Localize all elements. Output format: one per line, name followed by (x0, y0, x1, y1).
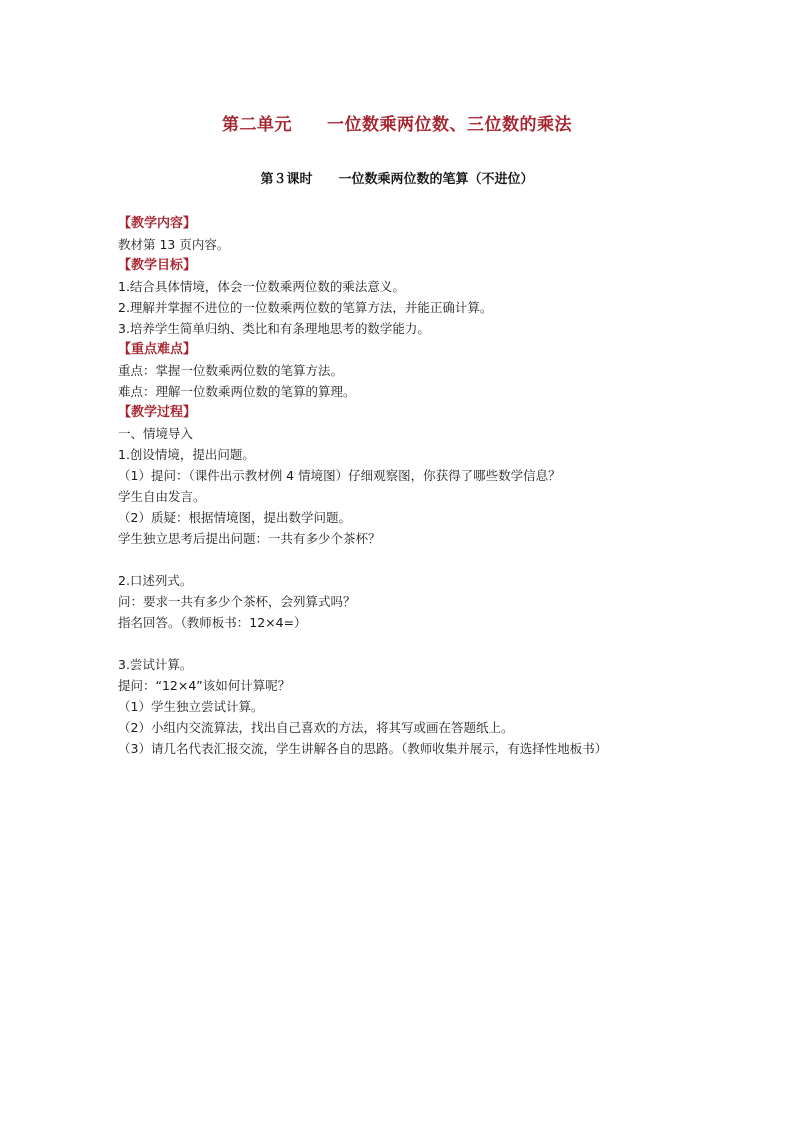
section-heading-goals: 【教学目标】 (118, 258, 197, 273)
blank-line (118, 549, 758, 570)
unit-title: 第二单元 一位数乘两位数、三位数的乘法 (222, 115, 572, 135)
goal-line: 3.培养学生简单归纳、类比和有条理地思考的数学能力。 (118, 321, 430, 336)
goal-line: 1.结合具体情境，体会一位数乘两位数的乘法意义。 (118, 279, 405, 294)
process-line: （2）质疑：根据情境图，提出数学问题。 (118, 510, 351, 525)
process-line: 一、情境导入 (118, 426, 194, 441)
process-line: 学生自由发言。 (118, 489, 206, 504)
section-heading-content: 【教学内容】 (118, 216, 197, 231)
goal-line: 2.理解并掌握不进位的一位数乘两位数的笔算方法，并能正确计算。 (118, 300, 493, 315)
section-heading-key-points: 【重点难点】 (118, 342, 197, 357)
process-line: 1.创设情境，提出问题。 (118, 447, 255, 462)
content-line: 教材第 13 页内容。 (118, 237, 230, 252)
blank-line (118, 633, 758, 654)
process-line: （2）小组内交流算法，找出自己喜欢的方法，将其写或画在答题纸上。 (118, 720, 514, 735)
process-line: 2.口述列式。 (118, 573, 193, 588)
key-point-line: 重点：掌握一位数乘两位数的笔算方法。 (118, 363, 344, 378)
process-line: （1）提问：（课件出示教材例 4 情境图）仔细观察图，你获得了哪些数学信息？ (118, 468, 561, 483)
process-line: （1）学生独立尝试计算。 (118, 699, 264, 714)
process-line: 指名回答。（教师板书：12×4=） (118, 615, 307, 630)
process-line: （3）请几名代表汇报交流，学生讲解各自的思路。（教师收集并展示，有选择性地板书） (118, 741, 608, 756)
section-heading-process: 【教学过程】 (118, 405, 197, 420)
key-point-line: 难点：理解一位数乘两位数的笔算的算理。 (118, 384, 356, 399)
process-line: 问：要求一共有多少个茶杯，会列算式吗？ (118, 594, 356, 609)
process-line: 学生独立思考后提出问题：一共有多少个茶杯？ (118, 531, 381, 546)
lesson-content (118, 213, 758, 759)
process-line: 提问：“12×4”该如何计算呢？ (118, 678, 291, 693)
process-line: 3.尝试计算。 (118, 657, 193, 672)
lesson-title: 第３课时 一位数乘两位数的笔算（不进位） (260, 172, 534, 187)
